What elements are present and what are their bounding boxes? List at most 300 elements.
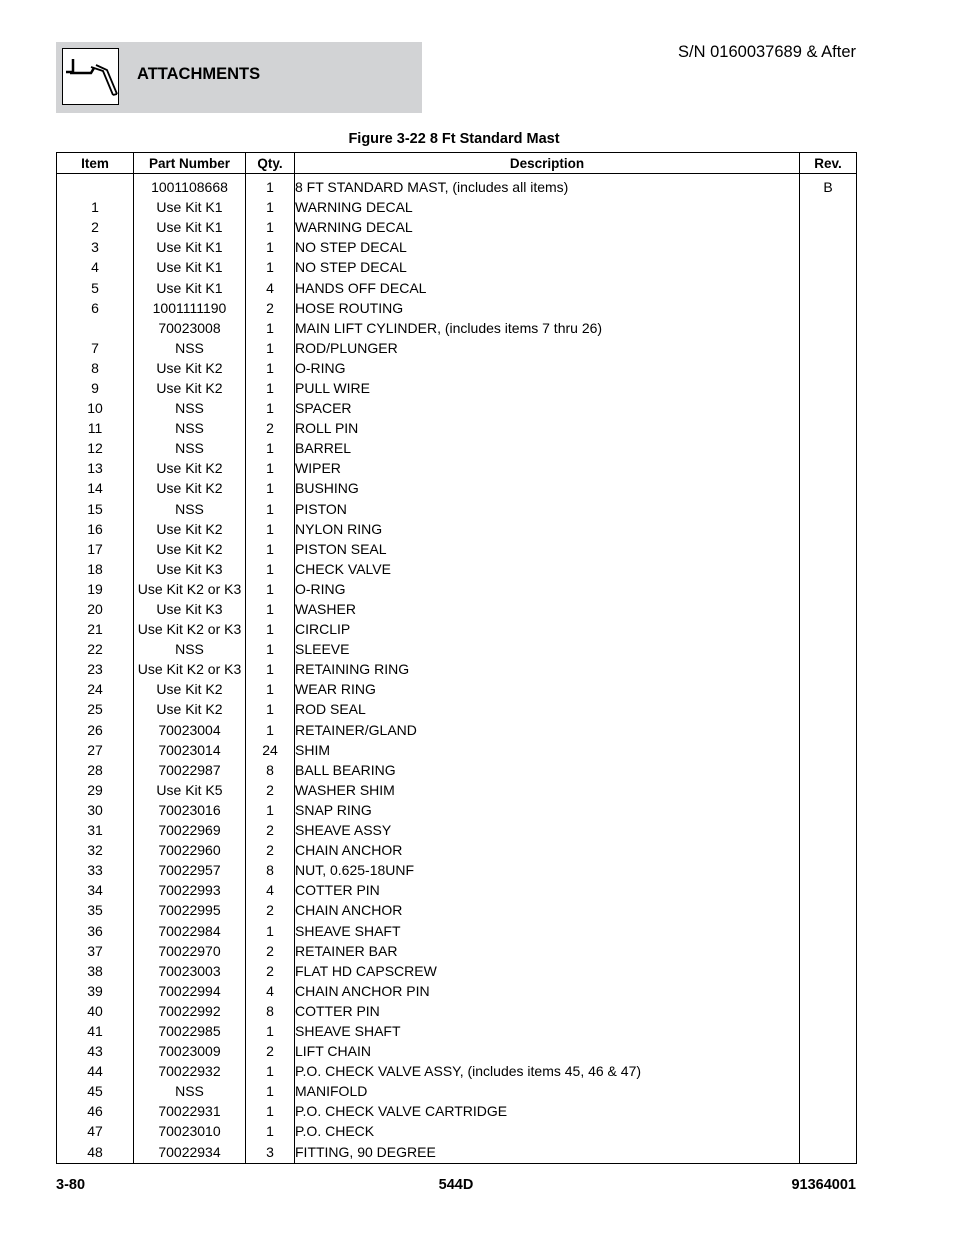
table-row — [57, 478, 857, 498]
cell-qty: 1 — [246, 217, 295, 237]
table-row — [57, 499, 857, 519]
cell-item — [57, 174, 134, 198]
cell-description: RETAINER/GLAND — [295, 720, 800, 740]
cell-part-number: NSS — [134, 1081, 246, 1101]
cell-item: 35 — [57, 900, 134, 920]
cell-item: 14 — [57, 478, 134, 498]
cell-item: 47 — [57, 1121, 134, 1141]
model-name: 544D — [438, 1177, 474, 1193]
cell-part-number: Use Kit K2 or K3 — [134, 619, 246, 639]
cell-description: P.O. CHECK — [295, 1121, 800, 1141]
cell-description: PULL WIRE — [295, 378, 800, 398]
cell-part-number: Use Kit K1 — [134, 217, 246, 237]
cell-qty: 2 — [246, 418, 295, 438]
table-row — [57, 961, 857, 981]
cell-rev — [800, 760, 857, 780]
cell-description: CHAIN ANCHOR — [295, 840, 800, 860]
cell-rev: B — [800, 174, 857, 198]
cell-rev — [800, 298, 857, 318]
cell-rev — [800, 338, 857, 358]
cell-qty: 1 — [246, 1021, 295, 1041]
cell-description: ROD SEAL — [295, 699, 800, 719]
cell-part-number: NSS — [134, 338, 246, 358]
cell-part-number: NSS — [134, 398, 246, 418]
cell-rev — [800, 197, 857, 217]
table-row — [57, 458, 857, 478]
table-row — [57, 981, 857, 1001]
cell-qty: 2 — [246, 840, 295, 860]
cell-part-number: 70022931 — [134, 1101, 246, 1121]
cell-item: 25 — [57, 699, 134, 719]
cell-item: 38 — [57, 961, 134, 981]
cell-qty: 2 — [246, 780, 295, 800]
cell-qty: 3 — [246, 1142, 295, 1164]
cell-qty: 1 — [246, 519, 295, 539]
cell-item: 5 — [57, 277, 134, 297]
cell-rev — [800, 257, 857, 277]
column-header-qty: Qty. — [246, 153, 295, 174]
table-row — [57, 217, 857, 237]
cell-qty: 1 — [246, 599, 295, 619]
table-row — [57, 237, 857, 257]
cell-item: 37 — [57, 941, 134, 961]
cell-rev — [800, 559, 857, 579]
cell-part-number: Use Kit K1 — [134, 277, 246, 297]
cell-item: 34 — [57, 880, 134, 900]
cell-rev — [800, 438, 857, 458]
cell-part-number: 1001108668 — [134, 174, 246, 198]
cell-rev — [800, 900, 857, 920]
cell-part-number: 70023016 — [134, 800, 246, 820]
cell-part-number: 70023010 — [134, 1121, 246, 1141]
cell-part-number: 70022993 — [134, 880, 246, 900]
cell-description: SHEAVE SHAFT — [295, 1021, 800, 1041]
cell-item: 7 — [57, 338, 134, 358]
table-row — [57, 920, 857, 940]
table-row — [57, 720, 857, 740]
column-header-item: Item — [57, 153, 134, 174]
cell-item: 15 — [57, 499, 134, 519]
cell-qty: 1 — [246, 679, 295, 699]
cell-item: 33 — [57, 860, 134, 880]
cell-qty: 1 — [246, 619, 295, 639]
table-row — [57, 740, 857, 760]
cell-qty: 1 — [246, 458, 295, 478]
table-row — [57, 639, 857, 659]
table-row — [57, 298, 857, 318]
cell-item: 39 — [57, 981, 134, 1001]
cell-part-number: 70022960 — [134, 840, 246, 860]
cell-description: SHIM — [295, 740, 800, 760]
table-row — [57, 900, 857, 920]
cell-item: 9 — [57, 378, 134, 398]
cell-rev — [800, 277, 857, 297]
cell-item: 11 — [57, 418, 134, 438]
cell-part-number: Use Kit K1 — [134, 237, 246, 257]
cell-rev — [800, 1041, 857, 1061]
cell-part-number: Use Kit K2 — [134, 519, 246, 539]
cell-qty: 1 — [246, 920, 295, 940]
cell-part-number: 70022969 — [134, 820, 246, 840]
cell-part-number: 70022984 — [134, 920, 246, 940]
cell-description: WASHER — [295, 599, 800, 619]
cell-rev — [800, 659, 857, 679]
cell-rev — [800, 1001, 857, 1021]
cell-description: RETAINING RING — [295, 659, 800, 679]
table-row — [57, 1142, 857, 1164]
cell-qty: 2 — [246, 298, 295, 318]
table-row — [57, 780, 857, 800]
table-row — [57, 679, 857, 699]
cell-rev — [800, 840, 857, 860]
cell-item: 16 — [57, 519, 134, 539]
cell-qty: 4 — [246, 981, 295, 1001]
table-row — [57, 519, 857, 539]
cell-description: PISTON SEAL — [295, 539, 800, 559]
cell-qty: 1 — [246, 659, 295, 679]
cell-description: NO STEP DECAL — [295, 257, 800, 277]
table-row — [57, 599, 857, 619]
table-row — [57, 1121, 857, 1141]
table-row — [57, 1001, 857, 1021]
cell-part-number: 70022987 — [134, 760, 246, 780]
cell-qty: 1 — [246, 1061, 295, 1081]
cell-item: 27 — [57, 740, 134, 760]
cell-item: 10 — [57, 398, 134, 418]
table-row — [57, 1061, 857, 1081]
cell-description: PISTON — [295, 499, 800, 519]
cell-description: WIPER — [295, 458, 800, 478]
cell-item: 26 — [57, 720, 134, 740]
cell-description: O-RING — [295, 358, 800, 378]
table-row — [57, 338, 857, 358]
cell-description: ROLL PIN — [295, 418, 800, 438]
cell-description: WEAR RING — [295, 679, 800, 699]
cell-rev — [800, 880, 857, 900]
cell-part-number: NSS — [134, 438, 246, 458]
cell-rev — [800, 579, 857, 599]
cell-rev — [800, 1061, 857, 1081]
cell-rev — [800, 920, 857, 940]
cell-item: 24 — [57, 679, 134, 699]
cell-item: 36 — [57, 920, 134, 940]
table-row — [57, 277, 857, 297]
serial-number-range: S/N 0160037689 & After — [678, 43, 856, 61]
cell-description: NO STEP DECAL — [295, 237, 800, 257]
cell-part-number: 70022985 — [134, 1021, 246, 1041]
cell-item: 40 — [57, 1001, 134, 1021]
cell-qty: 1 — [246, 257, 295, 277]
table-row — [57, 1101, 857, 1121]
table-row — [57, 941, 857, 961]
table-row — [57, 257, 857, 277]
cell-rev — [800, 478, 857, 498]
cell-item: 18 — [57, 559, 134, 579]
cell-part-number: NSS — [134, 499, 246, 519]
cell-item: 29 — [57, 780, 134, 800]
table-row — [57, 619, 857, 639]
cell-description: SNAP RING — [295, 800, 800, 820]
cell-description: BARREL — [295, 438, 800, 458]
cell-item: 12 — [57, 438, 134, 458]
cell-qty: 1 — [246, 559, 295, 579]
cell-qty: 1 — [246, 398, 295, 418]
table-row — [57, 659, 857, 679]
cell-description: ROD/PLUNGER — [295, 338, 800, 358]
cell-item: 31 — [57, 820, 134, 840]
cell-rev — [800, 499, 857, 519]
table-row — [57, 398, 857, 418]
cell-description: MANIFOLD — [295, 1081, 800, 1101]
cell-part-number: 70023009 — [134, 1041, 246, 1061]
cell-rev — [800, 318, 857, 338]
table-row — [57, 378, 857, 398]
column-header-part-number: Part Number — [134, 153, 246, 174]
section-title: ATTACHMENTS — [137, 65, 261, 83]
cell-part-number: Use Kit K2 — [134, 458, 246, 478]
cell-qty: 4 — [246, 880, 295, 900]
cell-qty: 1 — [246, 438, 295, 458]
cell-part-number: 70022992 — [134, 1001, 246, 1021]
table-row — [57, 438, 857, 458]
cell-description: SHEAVE ASSY — [295, 820, 800, 840]
cell-rev — [800, 1121, 857, 1141]
cell-rev — [800, 418, 857, 438]
cell-rev — [800, 378, 857, 398]
cell-rev — [800, 458, 857, 478]
cell-qty: 1 — [246, 499, 295, 519]
column-header-rev: Rev. — [800, 153, 857, 174]
cell-qty: 1 — [246, 318, 295, 338]
cell-item: 43 — [57, 1041, 134, 1061]
cell-part-number: 70023003 — [134, 961, 246, 981]
cell-rev — [800, 398, 857, 418]
cell-description: BUSHING — [295, 478, 800, 498]
cell-rev — [800, 619, 857, 639]
cell-rev — [800, 679, 857, 699]
cell-item: 6 — [57, 298, 134, 318]
table-row — [57, 820, 857, 840]
cell-description: CHAIN ANCHOR — [295, 900, 800, 920]
cell-item: 23 — [57, 659, 134, 679]
cell-part-number: NSS — [134, 639, 246, 659]
cell-qty: 2 — [246, 1041, 295, 1061]
cell-item: 46 — [57, 1101, 134, 1121]
cell-description: P.O. CHECK VALVE CARTRIDGE — [295, 1101, 800, 1121]
cell-rev — [800, 800, 857, 820]
table-row — [57, 1041, 857, 1061]
table-row — [57, 800, 857, 820]
table-header-row — [57, 153, 857, 174]
cell-qty: 8 — [246, 860, 295, 880]
cell-part-number: Use Kit K3 — [134, 599, 246, 619]
cell-qty: 2 — [246, 941, 295, 961]
cell-rev — [800, 519, 857, 539]
cell-qty: 4 — [246, 277, 295, 297]
cell-part-number: 70023014 — [134, 740, 246, 760]
cell-item: 3 — [57, 237, 134, 257]
cell-description: COTTER PIN — [295, 1001, 800, 1021]
cell-rev — [800, 639, 857, 659]
cell-part-number: Use Kit K2 or K3 — [134, 579, 246, 599]
cell-description: FITTING, 90 DEGREE — [295, 1142, 800, 1164]
table-row — [57, 860, 857, 880]
cell-description: BALL BEARING — [295, 760, 800, 780]
table-row — [57, 358, 857, 378]
cell-description: NUT, 0.625-18UNF — [295, 860, 800, 880]
cell-part-number: 70022995 — [134, 900, 246, 920]
cell-part-number: Use Kit K2 — [134, 539, 246, 559]
cell-item: 41 — [57, 1021, 134, 1041]
table-row — [57, 174, 857, 198]
document-number: 91364001 — [791, 1177, 856, 1193]
cell-item: 4 — [57, 257, 134, 277]
cell-qty: 8 — [246, 760, 295, 780]
cell-qty: 1 — [246, 800, 295, 820]
cell-item: 22 — [57, 639, 134, 659]
cell-part-number: Use Kit K2 — [134, 378, 246, 398]
cell-item: 8 — [57, 358, 134, 378]
cell-part-number: Use Kit K2 — [134, 478, 246, 498]
cell-qty: 2 — [246, 820, 295, 840]
cell-rev — [800, 1081, 857, 1101]
table-row — [57, 539, 857, 559]
cell-rev — [800, 358, 857, 378]
cell-description: LIFT CHAIN — [295, 1041, 800, 1061]
cell-item — [57, 318, 134, 338]
cell-item: 19 — [57, 579, 134, 599]
cell-qty: 1 — [246, 1101, 295, 1121]
cell-qty: 1 — [246, 237, 295, 257]
cell-rev — [800, 860, 857, 880]
cell-rev — [800, 539, 857, 559]
cell-item: 21 — [57, 619, 134, 639]
cell-description: RETAINER BAR — [295, 941, 800, 961]
cell-description: WARNING DECAL — [295, 197, 800, 217]
cell-description: SPACER — [295, 398, 800, 418]
cell-item: 17 — [57, 539, 134, 559]
cell-rev — [800, 981, 857, 1001]
table-row — [57, 1081, 857, 1101]
cell-part-number: 70022957 — [134, 860, 246, 880]
cell-rev — [800, 941, 857, 961]
cell-item: 1 — [57, 197, 134, 217]
table-row — [57, 699, 857, 719]
cell-item: 45 — [57, 1081, 134, 1101]
cell-part-number: Use Kit K2 — [134, 679, 246, 699]
cell-qty: 1 — [246, 1121, 295, 1141]
page-number: 3-80 — [56, 1177, 86, 1193]
cell-qty: 2 — [246, 900, 295, 920]
cell-qty: 1 — [246, 1081, 295, 1101]
cell-qty: 2 — [246, 961, 295, 981]
cell-qty: 24 — [246, 740, 295, 760]
cell-part-number: Use Kit K1 — [134, 197, 246, 217]
cell-item: 32 — [57, 840, 134, 860]
cell-rev — [800, 740, 857, 760]
table-row — [57, 1021, 857, 1041]
cell-qty: 1 — [246, 197, 295, 217]
cell-part-number: NSS — [134, 418, 246, 438]
column-header-description: Description — [295, 153, 800, 174]
cell-part-number: 70022994 — [134, 981, 246, 1001]
cell-qty: 1 — [246, 358, 295, 378]
cell-qty: 1 — [246, 174, 295, 198]
cell-item: 2 — [57, 217, 134, 237]
cell-item: 20 — [57, 599, 134, 619]
cell-item: 44 — [57, 1061, 134, 1081]
cell-rev — [800, 599, 857, 619]
cell-description: O-RING — [295, 579, 800, 599]
cell-description: CIRCLIP — [295, 619, 800, 639]
cell-qty: 1 — [246, 378, 295, 398]
cell-rev — [800, 961, 857, 981]
parts-table — [56, 152, 857, 1164]
cell-rev — [800, 780, 857, 800]
cell-part-number: Use Kit K3 — [134, 559, 246, 579]
cell-item: 28 — [57, 760, 134, 780]
cell-qty: 1 — [246, 478, 295, 498]
cell-rev — [800, 699, 857, 719]
cell-part-number: 70023008 — [134, 318, 246, 338]
cell-part-number: Use Kit K1 — [134, 257, 246, 277]
cell-description: MAIN LIFT CYLINDER, (includes items 7 thru 26) — [295, 318, 800, 338]
cell-description: WARNING DECAL — [295, 217, 800, 237]
cell-part-number: Use Kit K2 or K3 — [134, 659, 246, 679]
cell-description: CHECK VALVE — [295, 559, 800, 579]
cell-item: 30 — [57, 800, 134, 820]
cell-part-number: 70022934 — [134, 1142, 246, 1164]
cell-qty: 1 — [246, 699, 295, 719]
cell-description: NYLON RING — [295, 519, 800, 539]
cell-description: SHEAVE SHAFT — [295, 920, 800, 940]
cell-description: FLAT HD CAPSCREW — [295, 961, 800, 981]
cell-part-number: 70022932 — [134, 1061, 246, 1081]
cell-item: 48 — [57, 1142, 134, 1164]
cell-rev — [800, 820, 857, 840]
cell-description: P.O. CHECK VALVE ASSY, (includes items 45, 46 & 47) — [295, 1061, 800, 1081]
parts-table-body — [57, 174, 857, 1164]
cell-rev — [800, 1021, 857, 1041]
cell-qty: 1 — [246, 639, 295, 659]
cell-description: COTTER PIN — [295, 880, 800, 900]
attachment-arm-icon — [62, 48, 119, 105]
cell-qty: 1 — [246, 720, 295, 740]
table-row — [57, 418, 857, 438]
cell-part-number: 70022970 — [134, 941, 246, 961]
cell-qty: 1 — [246, 539, 295, 559]
figure-title: Figure 3-22 8 Ft Standard Mast — [348, 131, 560, 147]
cell-part-number: Use Kit K5 — [134, 780, 246, 800]
cell-qty: 1 — [246, 338, 295, 358]
cell-part-number: Use Kit K2 — [134, 699, 246, 719]
table-row — [57, 579, 857, 599]
cell-description: SLEEVE — [295, 639, 800, 659]
cell-rev — [800, 720, 857, 740]
table-row — [57, 840, 857, 860]
cell-qty: 1 — [246, 579, 295, 599]
cell-description: 8 FT STANDARD MAST, (includes all items) — [295, 174, 800, 198]
cell-description: CHAIN ANCHOR PIN — [295, 981, 800, 1001]
cell-description: WASHER SHIM — [295, 780, 800, 800]
cell-rev — [800, 237, 857, 257]
table-row — [57, 559, 857, 579]
cell-part-number: Use Kit K2 — [134, 358, 246, 378]
cell-description: HANDS OFF DECAL — [295, 277, 800, 297]
table-row — [57, 760, 857, 780]
cell-rev — [800, 1101, 857, 1121]
table-row — [57, 197, 857, 217]
